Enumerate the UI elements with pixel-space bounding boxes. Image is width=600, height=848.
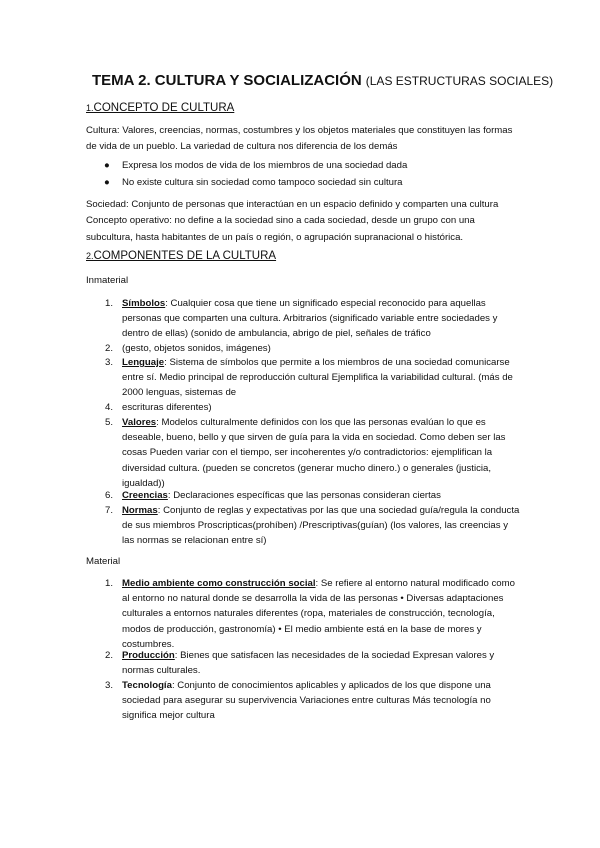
list-number: 2.	[105, 650, 114, 661]
definition: : Se refiere al entorno natural modificado como al entorno no natural donde se desarrolla la vida de las personas • Diversas adaptaciones culturales a entornos naturales diferentes (ropa, materiales de construcción, tecnología, modos de producción, gastronomía) • El medio ambiente está en la base de mores y costumbres.	[122, 578, 515, 650]
list-text	[122, 296, 522, 342]
bullet-text: Expresa los modos de vida de los miembros de una sociedad dada	[122, 160, 408, 171]
section-heading-text: CONCEPTO DE CULTURA	[93, 102, 235, 114]
list-number: 3.	[105, 680, 114, 691]
term: Medio ambiente como construcción social	[122, 578, 316, 589]
list-text	[122, 355, 522, 401]
bullet-icon: ●	[104, 160, 110, 171]
list-text	[122, 415, 522, 491]
definition: : Conjunto de reglas y expectativas por las que una sociedad guía/regula la conducta de sus miembros Proscripticas(prohíben) /Prescriptivas(guían) (los valores, las creencias y las normas se relacionan entre sí)	[122, 505, 520, 547]
page-title	[92, 72, 554, 89]
list-number: 1.	[105, 578, 114, 589]
definition: : Modelos culturalmente definidos con los que las personas evalúan lo que es deseable, bueno, bello y que sirven de guía para la vida en sociedad. Como deben ser las cosas Pueden variar con el tiempo, ser incoherentes y/o contradictorios: ejemplifican la diversidad cultura. (pueden se concretos (generar mucho dinero.) o generales (justicia, igualdad))	[122, 417, 506, 489]
section-heading-concepto	[86, 102, 234, 114]
section-heading-text: COMPONENTES DE LA CULTURA	[93, 250, 277, 262]
list-text	[122, 488, 522, 503]
term: Tecnología	[122, 680, 172, 691]
section-number: 1.	[86, 103, 94, 113]
paragraph-cultura: Cultura: Valores, creencias, normas, costumbres y los objetos materiales que constituyen las formas de vida de un pueblo. La variedad de cultura nos diferencia de los demás	[86, 125, 513, 153]
list-text	[122, 400, 522, 415]
list-number: 2.	[105, 343, 114, 354]
bullet-icon: ●	[104, 177, 110, 188]
definition: : Bienes que satisfacen las necesidades de la sociedad Expresan valores y normas culturales.	[122, 650, 495, 677]
list-number: 5.	[105, 417, 114, 428]
list-text	[122, 341, 522, 356]
label-material: Material	[86, 556, 121, 567]
list-text	[122, 648, 522, 678]
section-number: 2.	[86, 251, 94, 261]
bullet-text: No existe cultura sin sociedad como tampoco sociedad sin cultura	[122, 177, 403, 188]
bullet-item	[104, 177, 403, 188]
list-text	[122, 576, 522, 652]
term: Símbolos	[122, 298, 166, 309]
section-heading-componentes	[86, 250, 276, 262]
term: Producción	[122, 650, 175, 661]
paragraph-sociedad: Sociedad: Conjunto de personas que interactúan en un espacio definido y comparten una cultura Concepto operativo: no define a la sociedad sino a cada sociedad, desde un grupo con una subcultura, hasta habitantes de un país o región, o agrupación supranacional o histórica.	[86, 199, 499, 243]
term: Normas	[122, 505, 158, 516]
list-number: 4.	[105, 402, 114, 413]
definition: : Cualquier cosa que tiene un significado especial reconocido para aquellas personas que comparten una cultura. Arbitrarios (significado variable entre sociedades y dentro de ellas) (sonido de ambulancia, abrigo de piel, señales de tráfico	[122, 298, 498, 340]
list-number: 1.	[105, 298, 114, 309]
definition: escrituras diferentes)	[122, 402, 212, 413]
definition: : Conjunto de conocimientos aplicables y aplicados de los que dispone una sociedad para asegurar su supervivencia Variaciones entre culturas Más tecnología no significa mejor cultura	[122, 680, 491, 722]
title-subtitle: (LAS ESTRUCTURAS SOCIALES)	[365, 74, 554, 88]
list-number: 3.	[105, 357, 114, 368]
bullet-item	[104, 160, 407, 171]
list-text	[122, 503, 522, 549]
term: Valores	[122, 417, 157, 428]
definition: : Declaraciones específicas que las personas consideran ciertas	[167, 490, 441, 501]
definition: (gesto, objetos sonidos, imágenes)	[122, 343, 271, 354]
label-inmaterial: Inmaterial	[86, 275, 129, 286]
title-main: TEMA 2. CULTURA Y SOCIALIZACIÓN	[92, 72, 362, 89]
term: Creencias	[122, 490, 168, 501]
list-number: 6.	[105, 490, 114, 501]
list-text	[122, 678, 522, 724]
list-number: 7.	[105, 505, 114, 516]
term: Lenguaje	[122, 357, 165, 368]
definition: : Sistema de símbolos que permite a los miembros de una sociedad comunicarse entre sí. Medio principal de reproducción cultural Ejemplifica la variabilidad cultural. (más de 2000 lenguas, sistemas de	[122, 357, 513, 399]
